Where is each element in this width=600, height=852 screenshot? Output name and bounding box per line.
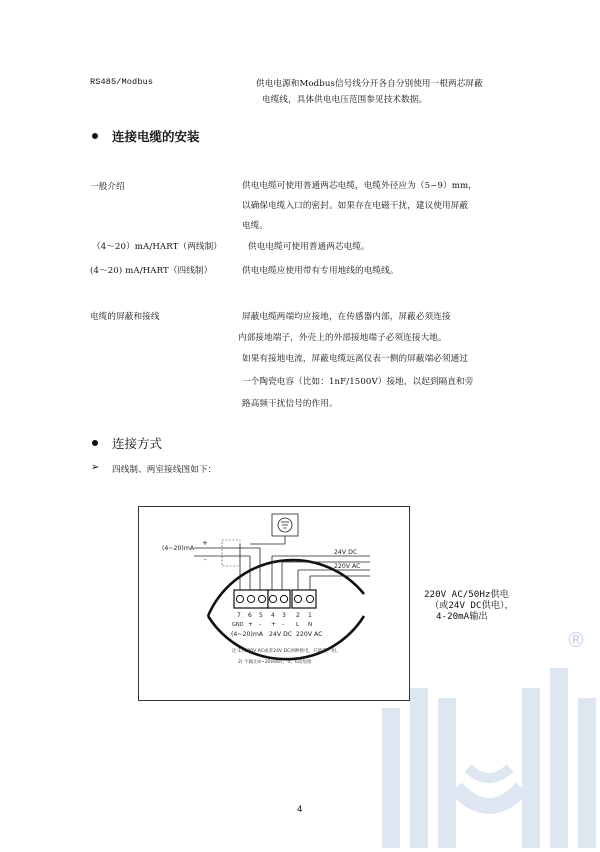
rs485-desc-line1: 供电电源和Modbus信号线分开各自分别使用一根两芯屏蔽: [256, 79, 483, 89]
general-line-2: 以确保电缆入口的密封。如果存在电磁干扰，建议使用屏蔽: [242, 201, 469, 211]
section-bullet: [92, 133, 98, 139]
shield-line-1: 屏蔽电缆两端均应接地，在传感器内部，屏蔽必须连接: [242, 312, 451, 322]
svg-text:GND: GND: [232, 622, 244, 628]
dc-feed-label: 24V DC: [334, 549, 358, 556]
ac-feed-label: 220V AC: [334, 563, 361, 570]
svg-text:N: N: [308, 622, 313, 628]
four-wire-text: 供电电缆应使用带有专用地线的电缆线。: [242, 266, 399, 276]
registered-mark-icon: ®: [566, 628, 586, 652]
ma-cable-label: (4~20)mA: [162, 545, 195, 552]
subitem-four-wire: 四线制、两室接线图如下：: [112, 465, 217, 475]
brand-watermark-logo: [372, 648, 600, 852]
side-note-line-2: （或24V DC供电），: [430, 600, 514, 611]
rs485-desc-line2: 电缆线，具体供电电压范围参见技术数据。: [262, 95, 428, 105]
svg-text:3: 3: [282, 612, 286, 619]
shield-line-2: 内部接地端子，外壳上的外部接地端子必须连接大地。: [238, 333, 447, 343]
group-label-ma: (4~20)mA: [231, 631, 264, 638]
svg-text:+: +: [271, 621, 277, 628]
terminal-block-ma: [234, 590, 268, 608]
svg-text:-: -: [259, 621, 262, 628]
svg-text:+: +: [202, 539, 208, 547]
page-number: 4: [297, 805, 303, 815]
group-label-dc: 24V DC: [269, 631, 293, 638]
two-wire-label: （4～20）mA/HART（两线制）: [92, 242, 222, 252]
section-title-connection: 连接方式: [112, 436, 163, 451]
svg-text:4: 4: [271, 612, 275, 619]
group-label-ac: 220V AC: [296, 631, 323, 638]
section-bullet: [92, 440, 98, 446]
wiring-diagram: [138, 506, 410, 701]
shield-line-4: 一个陶瓷电容（比如：1nF/1500V）接地，以起到隔直和旁: [242, 377, 474, 387]
shield-line-5: 路高频干扰信号的作用。: [242, 399, 338, 409]
ground-terminal-icon: [250, 514, 298, 544]
section-title-cable-install: 连接电缆的安装: [112, 129, 200, 144]
svg-text:6: 6: [248, 612, 252, 619]
shield-line-3: 如果有接地电流，屏蔽电缆远离仪表一侧的屏蔽端必须通过: [242, 354, 469, 364]
svg-text:7: 7: [237, 612, 241, 619]
side-note-line-3: 4-20mA输出: [436, 611, 488, 622]
two-wire-text: 供电电缆可使用普通两芯电缆。: [248, 242, 370, 252]
svg-text:-: -: [282, 621, 285, 628]
rs485-label: RS485/Modbus: [90, 77, 154, 87]
svg-text:L: L: [296, 622, 300, 628]
terminal-block-ac: [292, 590, 316, 608]
terminal-block-dc: [268, 590, 290, 608]
side-note-line-1: 220V AC/50Hz供电: [424, 589, 509, 600]
svg-text:+: +: [248, 621, 254, 628]
general-label: 一般介绍: [90, 182, 125, 192]
shield-label: 电缆的屏蔽和接线: [90, 312, 160, 322]
svg-text:2: 2: [296, 612, 300, 619]
note-line-1: 注:1) 220V AC或者24V DC两种供电，只能选一组。: [232, 649, 341, 654]
svg-text:1: 1: [308, 612, 312, 619]
arrow-bullet-icon: ➢: [91, 462, 100, 473]
four-wire-label: (4～20) mA/HART（四线制）: [90, 266, 213, 276]
general-line-1: 供电电缆可使用普通两芯电缆，电缆外径应为（5~9）mm，: [242, 181, 477, 191]
svg-text:5: 5: [259, 612, 263, 619]
svg-text:-: -: [204, 556, 207, 564]
general-line-3: 电缆。: [242, 221, 269, 231]
note-line-2: 2) 不输出4~20mA时，5、6需短接: [238, 660, 312, 665]
